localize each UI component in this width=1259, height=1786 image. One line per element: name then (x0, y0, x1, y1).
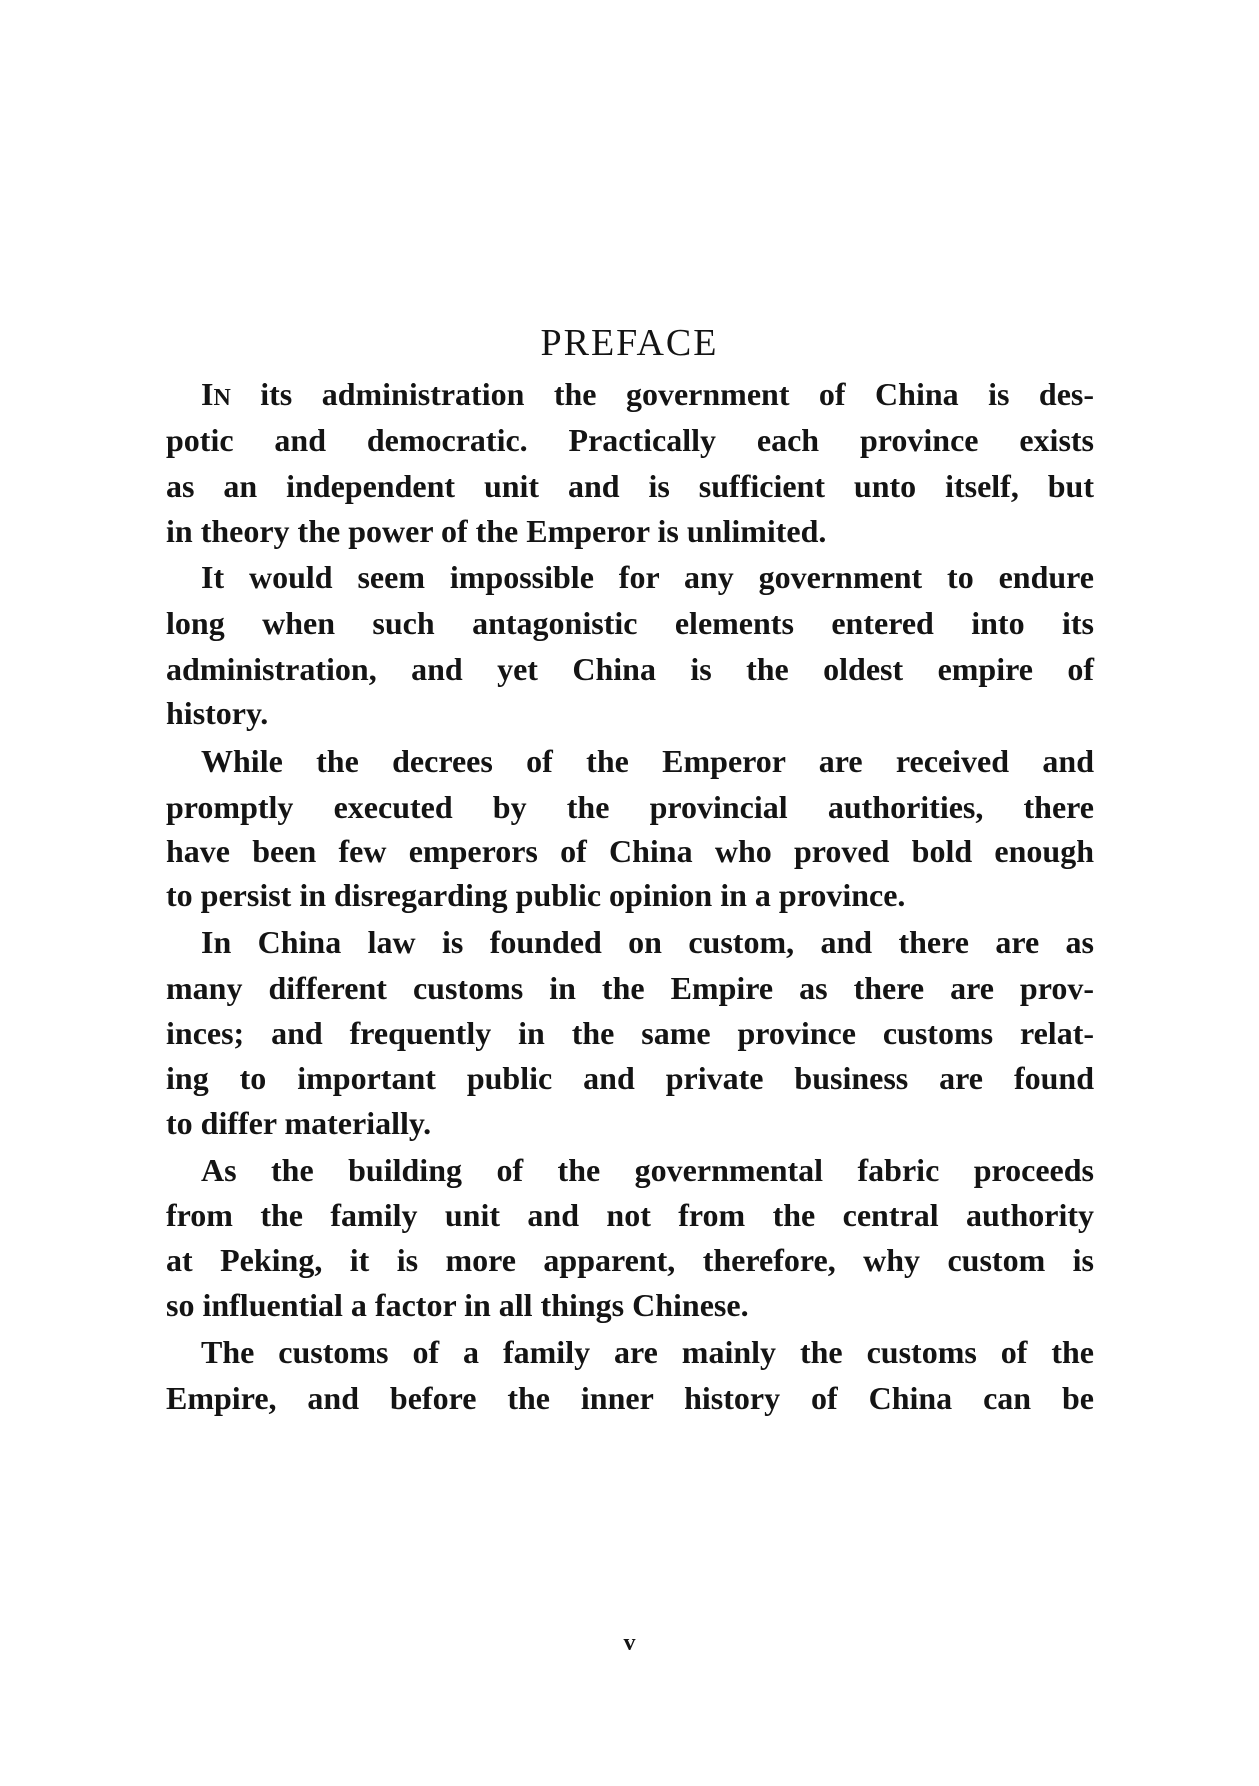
line-text: its administration the government of China is des- (230, 376, 1094, 412)
text-line: In China law is founded on custom, and there are as (201, 924, 1094, 960)
text-line (201, 369, 1094, 419)
text-line: to differ materially. (166, 1105, 432, 1141)
text-line: inces; and frequently in the same province customs relat- (166, 1015, 1094, 1051)
text-line: ing to important public and private business are found (166, 1060, 1094, 1096)
text-line: as an independent unit and is sufficient unto itself, but (166, 468, 1094, 504)
text-line: in theory the power of the Emperor is unlimited. (166, 513, 827, 549)
text-line: many different customs in the Empire as there are prov- (166, 970, 1094, 1006)
text-line: promptly executed by the provincial authorities, there (166, 789, 1094, 825)
text-line: Empire, and before the inner history of China can be (166, 1380, 1094, 1416)
text-line: As the building of the governmental fabric proceeds (201, 1152, 1094, 1188)
small-caps: N (213, 385, 231, 411)
text-line: have been few emperors of China who proved bold enough (166, 833, 1094, 869)
page-number: v (623, 1630, 636, 1656)
text-line: so influential a factor in all things Chinese. (166, 1287, 749, 1323)
text-line: potic and democratic. Practically each province exists (166, 422, 1094, 458)
text-line: at Peking, it is more apparent, therefore, why custom is (166, 1242, 1094, 1278)
text-line: from the family unit and not from the central authority (166, 1197, 1094, 1233)
text-line: administration, and yet China is the oldest empire of (166, 651, 1094, 687)
drop-initial: I (201, 376, 214, 412)
text-line: While the decrees of the Emperor are received and (201, 743, 1094, 779)
text-line: It would seem impossible for any government to endure (201, 559, 1094, 595)
page-title: PREFACE (540, 322, 719, 364)
text-line: The customs of a family are mainly the customs of the (201, 1334, 1094, 1370)
text-line: history. (166, 695, 269, 731)
text-line: long when such antagonistic elements entered into its (166, 605, 1094, 641)
text-line: to persist in disregarding public opinion in a province. (166, 877, 906, 913)
